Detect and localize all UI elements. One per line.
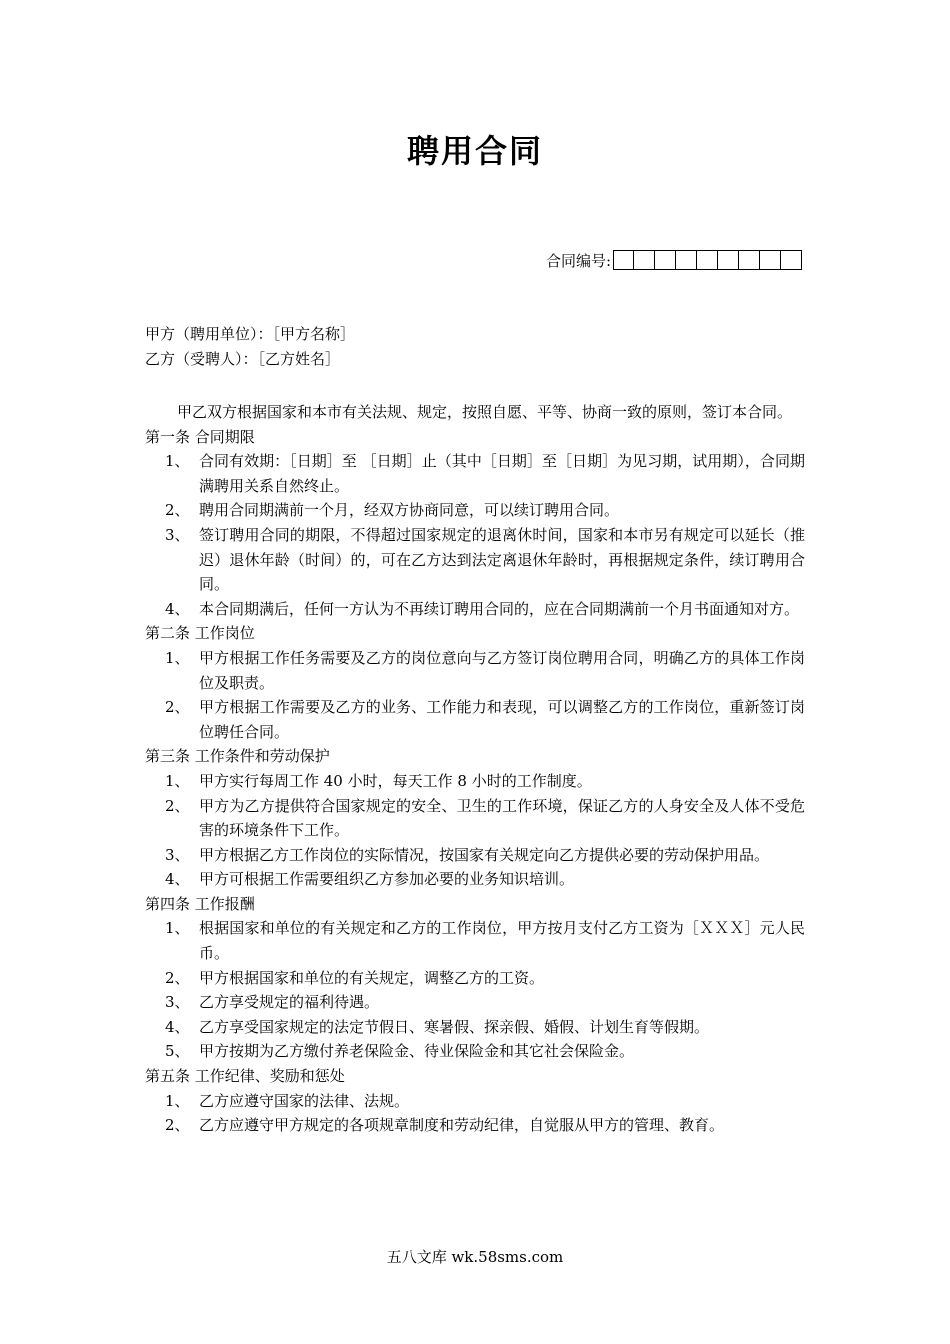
contract-number-label: 合同编号: (546, 251, 612, 270)
list-item (145, 1113, 805, 1138)
intro-paragraph: 甲乙双方根据国家和本市有关法规、规定，按照自愿、平等、协商一致的原则，签订本合同。 (177, 403, 793, 421)
article-items (145, 769, 805, 892)
article (145, 425, 805, 622)
party-b: 乙方（受聘人）：［乙方姓名］ (145, 350, 341, 368)
contract-number-boxes (613, 250, 802, 270)
item-number: 2、 (165, 501, 190, 520)
item-number: 3、 (165, 525, 190, 544)
item-text: 乙方享受国家规定的法定节假日、寒暑假、探亲假、婚假、计划生育等假期。 (199, 1017, 710, 1036)
item-number: 2、 (165, 796, 190, 815)
list-item (145, 695, 805, 744)
articles (145, 425, 805, 1138)
item-number: 4、 (165, 870, 190, 889)
item-number: 4、 (165, 599, 190, 618)
item-text: 乙方应遵守国家的法律、法规。 (199, 1091, 410, 1110)
item-text: 甲方根据乙方工作岗位的实际情况，按国家有关规定向乙方提供必要的劳动保护用品。 (199, 845, 770, 864)
list-item (145, 1015, 805, 1040)
item-text: 本合同期满后，任何一方认为不再续订聘用合同的，应在合同期满前一个月书面通知对方。 (199, 599, 800, 618)
item-text: 甲方根据工作需要及乙方的业务、工作能力和表现，可以调整乙方的工作岗位，重新签订岗位聘任合同。 (199, 698, 805, 741)
item-number: 2、 (165, 968, 190, 987)
list-item (145, 498, 805, 523)
contract-number-box (655, 250, 676, 270)
item-text: 甲方根据工作任务需要及乙方的岗位意向与乙方签订岗位聘用合同，明确乙方的具体工作岗位及职责。 (199, 648, 805, 692)
item-text: 甲方根据国家和单位的有关规定，调整乙方的工资。 (199, 968, 545, 987)
list-item (145, 966, 805, 991)
article (145, 744, 805, 892)
item-text: 合同有效期：［日期］至 ［日期］止（其中［日期］至［日期］为见习期，试用期），合同期满聘用关系自然终止。 (199, 452, 805, 495)
contract-number-box (781, 250, 802, 270)
contract-number-box (634, 250, 655, 270)
item-text: 乙方应遵守甲方规定的各项规章制度和劳动纪律，自觉服从甲方的管理、教育。 (199, 1116, 725, 1135)
list-item (145, 769, 805, 794)
contract-number-box (718, 250, 739, 270)
list-item (145, 449, 805, 498)
list-item (145, 1039, 805, 1064)
article-title: 第二条 工作岗位 (145, 624, 255, 643)
contract-number-box (676, 250, 697, 270)
list-item (145, 794, 805, 843)
article-items (145, 449, 805, 621)
party-a: 甲方（聘用单位）：［甲方名称］ (145, 325, 356, 343)
item-number: 1、 (165, 919, 190, 938)
list-item (145, 916, 805, 965)
item-number: 2、 (165, 698, 190, 717)
contract-number-box (697, 250, 718, 270)
item-number: 1、 (165, 648, 190, 667)
list-item (145, 1089, 805, 1114)
article-items (145, 916, 805, 1064)
contract-number-box (613, 250, 634, 270)
item-text: 甲方按期为乙方缴付养老保险金、待业保险金和其它社会保险金。 (199, 1042, 635, 1061)
item-text: 甲方为乙方提供符合国家规定的安全、卫生的工作环境，保证乙方的人身安全及人体不受危害的环境条件下工作。 (199, 796, 805, 840)
item-text: 聘用合同期满前一个月，经双方协商同意，可以续订聘用合同。 (199, 501, 620, 520)
item-number: 3、 (165, 993, 190, 1012)
article-title: 第四条 工作报酬 (145, 894, 255, 913)
list-item (145, 843, 805, 868)
item-text: 签订聘用合同的期限，不得超过国家规定的退离休时间，国家和本市另有规定可以延长（推迟）退休年龄（时间）的，可在乙方达到法定离退休年龄时，再根据规定条件，续订聘用合同。 (199, 525, 805, 594)
item-text: 甲方可根据工作需要组织乙方参加必要的业务知识培训。 (199, 870, 575, 889)
item-number: 1、 (165, 452, 190, 471)
contract-number-box (760, 250, 781, 270)
contract-number-box (739, 250, 760, 270)
list-item (145, 990, 805, 1015)
list-item (145, 867, 805, 892)
article (145, 892, 805, 1064)
article-title: 第一条 合同期限 (145, 427, 255, 446)
item-number: 5、 (165, 1042, 190, 1061)
parties (145, 322, 355, 372)
footer-watermark: 五八文库 wk.58sms.com (386, 1248, 564, 1266)
item-number: 4、 (165, 1017, 190, 1036)
list-item (145, 646, 805, 695)
item-number: 2、 (165, 1116, 190, 1135)
article (145, 621, 805, 744)
item-number: 1、 (165, 1091, 190, 1110)
item-number: 3、 (165, 845, 190, 864)
article-title: 第三条 工作条件和劳动保护 (145, 747, 330, 766)
article-items (145, 1089, 805, 1138)
list-item (145, 597, 805, 622)
contract-body (145, 400, 805, 1138)
article-items (145, 646, 805, 744)
item-text: 根据国家和单位的有关规定和乙方的工作岗位，甲方按月支付乙方工资为［ＸＸＸ］元人民币。 (199, 919, 805, 963)
article-title: 第五条 工作纪律、奖励和惩处 (145, 1067, 345, 1086)
item-text: 甲方实行每周工作 40 小时，每天工作 8 小时的工作制度。 (199, 771, 592, 790)
article (145, 1064, 805, 1138)
item-text: 乙方享受规定的福利待遇。 (199, 993, 380, 1012)
document-title: 聘用合同 (406, 132, 543, 170)
contract-number (546, 249, 802, 271)
item-number: 1、 (165, 771, 190, 790)
list-item (145, 523, 805, 597)
